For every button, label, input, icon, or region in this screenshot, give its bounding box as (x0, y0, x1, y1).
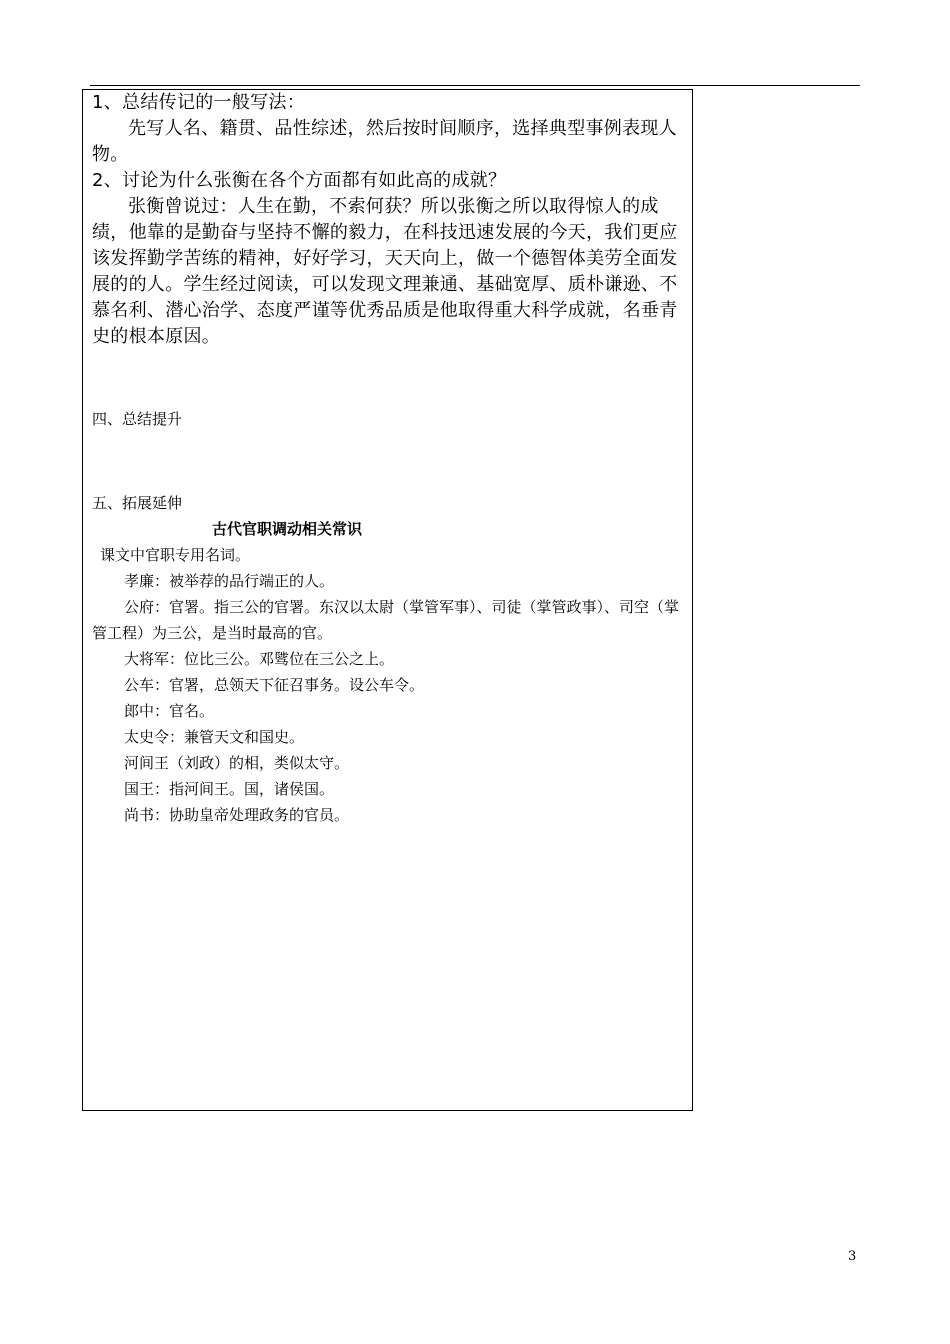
page-number: 3 (848, 1249, 857, 1264)
extension-list (92, 542, 692, 828)
question-2: 2、讨论为什么张衡在各个方面都有如此高的成就？ (92, 170, 507, 191)
answer-2: 张衡曾说过：人生在勤，不索何获？所以张衡之所以取得惊人的成绩，他靠的是勤奋与坚持不懈的毅力，在科技迅速发展的今天，我们更应该发挥勤学苦练的精神，好好学习，天天向上，做一个德智体美劳全面发展的的人。学生经过阅读，可以发现文理兼通、基础宽厚、质朴谦逊、不慕名利、潜心治学、态度严谨等优秀品质是他取得重大科学成就，名垂青史的根本原因。 (92, 196, 678, 347)
list-item: 郎中：官名。 (124, 702, 215, 720)
extension-intro: 课文中官职专用名词。 (100, 546, 251, 564)
section-five-heading: 五、拓展延伸 (92, 494, 183, 512)
list-item: 公车：官署，总领天下征召事务。设公车令。 (124, 676, 425, 694)
section-four-heading: 四、总结提升 (92, 410, 183, 428)
question-1: 1、总结传记的一般写法： (92, 92, 306, 113)
list-item: 太史令：兼管天文和国史。 (124, 728, 305, 746)
list-item: 孝廉：被举荐的品行端正的人。 (124, 572, 335, 590)
header-rule (90, 85, 860, 86)
list-item: 大将军：位比三公。邓骘位在三公之上。 (124, 650, 395, 668)
summary-block (92, 90, 692, 350)
list-item: 河间王（刘政）的相，类似太守。 (124, 754, 350, 772)
list-item: 尚书：协助皇帝处理政务的官员。 (124, 806, 350, 824)
answer-1: 先写人名、籍贯、品性综述，然后按时间顺序，选择典型事例表现人物。 (92, 118, 677, 165)
extension-title: 古代官职调动相关常识 (211, 520, 362, 538)
list-item: 国王：指河间王。国，诸侯国。 (124, 780, 335, 798)
list-item: 公府：官署。指三公的官署。东汉以太尉（掌管军事）、司徒（掌管政事）、司空（掌管工程）为三公，是当时最高的官。 (92, 598, 680, 642)
